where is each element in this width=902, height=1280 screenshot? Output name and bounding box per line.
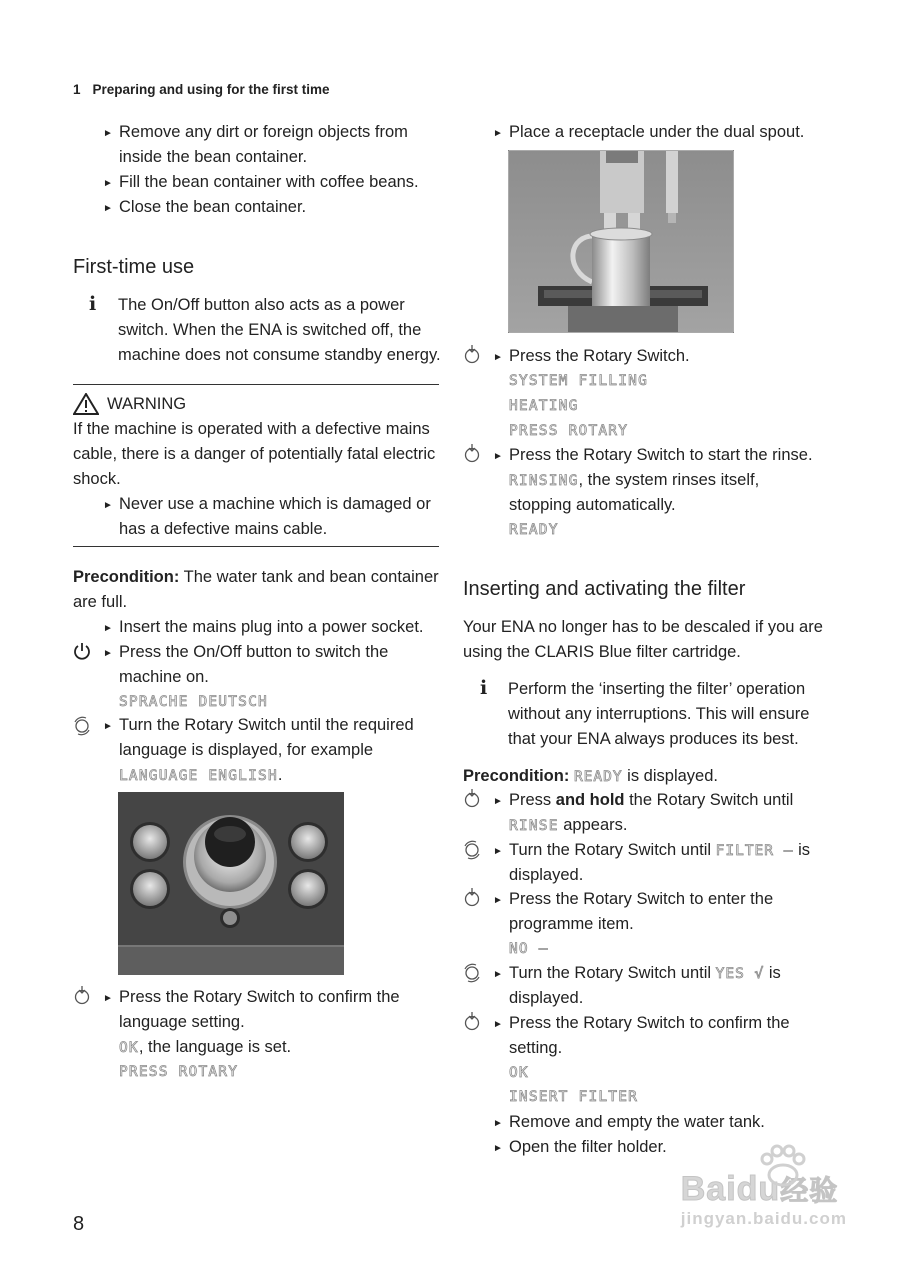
rotary-turn-icon (462, 963, 482, 983)
precondition: Precondition: READY is displayed. (463, 767, 718, 785)
list-item-continuation: inside the bean container. (119, 148, 308, 166)
watermark (681, 1145, 847, 1229)
rotary-press-icon (463, 345, 481, 365)
info-text: Perform the ‘inserting the filter’ operation (508, 680, 806, 698)
display-heating: HEATING (509, 398, 579, 414)
display-rinsing-line: RINSING, the system rinses itself, (509, 471, 760, 489)
warning-top-rule (73, 384, 439, 385)
list-item: ► Remove any dirt or foreign objects from (103, 123, 408, 141)
rotary-turn-icon (72, 716, 92, 736)
display-ok: OK (509, 1065, 529, 1081)
info-text: switch. When the ENA is switched off, the (118, 321, 422, 339)
display-ready: READY (573, 769, 623, 785)
page-number: 8 (73, 1213, 85, 1235)
info-icon: i (480, 677, 488, 699)
rotary-press-icon (463, 888, 481, 908)
display-yes: YES √ (715, 966, 765, 982)
display-system-filling: SYSTEM FILLING (509, 373, 649, 389)
intro-text: Your ENA no longer has to be descaled if you are (463, 618, 823, 636)
step-continuation: language setting. (119, 1013, 245, 1031)
step-press-rotary: ► Press the Rotary Switch. (493, 347, 690, 365)
step-place-receptacle: ► Place a receptacle under the dual spout. (493, 123, 805, 141)
rotary-turn-icon (462, 840, 482, 860)
display-language-english: LANGUAGE ENGLISH (119, 768, 278, 784)
warning-bullet: ► Never use a machine which is damaged or (103, 495, 431, 513)
step-turn-to-filter: ► Turn the Rotary Switch until FILTER – is (493, 841, 810, 859)
step-press-and-hold: ► Press and hold the Rotary Switch until (493, 791, 794, 809)
step-continuation: displayed. (509, 989, 584, 1007)
display-ok: OK (119, 1040, 139, 1056)
warning-triangle-icon (73, 393, 99, 415)
warning-text: cable, there is a danger of potentially fatal electric (73, 445, 436, 463)
display-ready: READY (509, 522, 559, 538)
info-text: without any interruptions. This will ensure (508, 705, 810, 723)
rotary-switch-panel-image (118, 792, 344, 975)
watermark-cn: 经验 (780, 1175, 839, 1206)
step-continuation: displayed. (509, 866, 584, 884)
display-rinsing: RINSING (509, 473, 579, 489)
paw-icon (753, 1143, 813, 1187)
section-title-inserting-filter: Inserting and activating the filter (463, 578, 746, 600)
section-title-first-time-use: First-time use (73, 256, 195, 278)
warning-text: shock. (73, 470, 121, 488)
display-ok-line: OK, the language is set. (119, 1038, 292, 1056)
chapter-number: 1 (73, 82, 81, 97)
step-continuation: machine on. (119, 668, 209, 686)
info-text: machine does not consume standby energy. (118, 346, 441, 364)
step-confirm-language: ► Press the Rotary Switch to confirm the (103, 988, 400, 1006)
display-sprache-deutsch: SPRACHE DEUTSCH (119, 694, 268, 710)
warning-bullet-continuation: has a defective mains cable. (119, 520, 328, 538)
info-text: The On/Off button also acts as a power (118, 296, 405, 314)
display-language-line: LANGUAGE ENGLISH. (119, 766, 283, 784)
display-press-rotary: PRESS ROTARY (509, 423, 629, 439)
info-icon: i (89, 293, 97, 315)
running-header (73, 82, 330, 97)
step-open-filter-holder: ► Open the filter holder. (493, 1138, 667, 1156)
step-continuation: stopping automatically. (509, 496, 676, 514)
step-confirm-setting: ► Press the Rotary Switch to confirm the (493, 1014, 790, 1032)
rotary-press-icon (73, 986, 91, 1006)
step-turn-rotary: ► Turn the Rotary Switch until the required (103, 716, 414, 734)
intro-text: using the CLARIS Blue filter cartridge. (463, 643, 741, 661)
list-item: ► Close the bean container. (103, 198, 307, 216)
display-no: NO – (509, 941, 549, 957)
display-rinse: RINSE (509, 818, 559, 834)
chapter-title: Preparing and using for the first time (92, 82, 330, 97)
step-enter-programme: ► Press the Rotary Switch to enter the (493, 890, 774, 908)
step-continuation: language is displayed, for example (119, 741, 374, 759)
warning-label: WARNING (107, 395, 187, 413)
display-rinse-line: RINSE appears. (509, 816, 628, 834)
info-text: that your ENA always produces its best. (508, 730, 799, 748)
display-insert-filter: INSERT FILTER (509, 1089, 639, 1105)
warning-bottom-rule (73, 546, 439, 547)
warning-text: If the machine is operated with a defective mains (73, 420, 430, 438)
watermark-url: jingyan.baidu.com (680, 1209, 847, 1228)
step-continuation: programme item. (509, 915, 634, 933)
step-start-rinse: ► Press the Rotary Switch to start the rinse. (493, 446, 813, 464)
step-turn-to-yes: ► Turn the Rotary Switch until YES √ is (493, 964, 781, 982)
power-icon (73, 642, 91, 660)
step-press-onoff: ► Press the On/Off button to switch the (103, 643, 389, 661)
rotary-press-icon (463, 1012, 481, 1032)
step-insert-plug: ► Insert the mains plug into a power socket. (103, 618, 424, 636)
precondition: Precondition: The water tank and bean container (73, 568, 439, 586)
watermark-brand: Baidu (680, 1170, 781, 1208)
coffee-machine-spout-image (508, 150, 734, 333)
rotary-press-icon (463, 789, 481, 809)
list-item: ► Fill the bean container with coffee beans. (103, 173, 419, 191)
display-filter: FILTER – (715, 843, 794, 859)
step-continuation: setting. (509, 1039, 563, 1057)
display-press-rotary: PRESS ROTARY (119, 1064, 239, 1080)
step-remove-tank: ► Remove and empty the water tank. (493, 1113, 765, 1131)
rotary-press-icon (463, 444, 481, 464)
precondition-continuation: are full. (73, 593, 128, 611)
